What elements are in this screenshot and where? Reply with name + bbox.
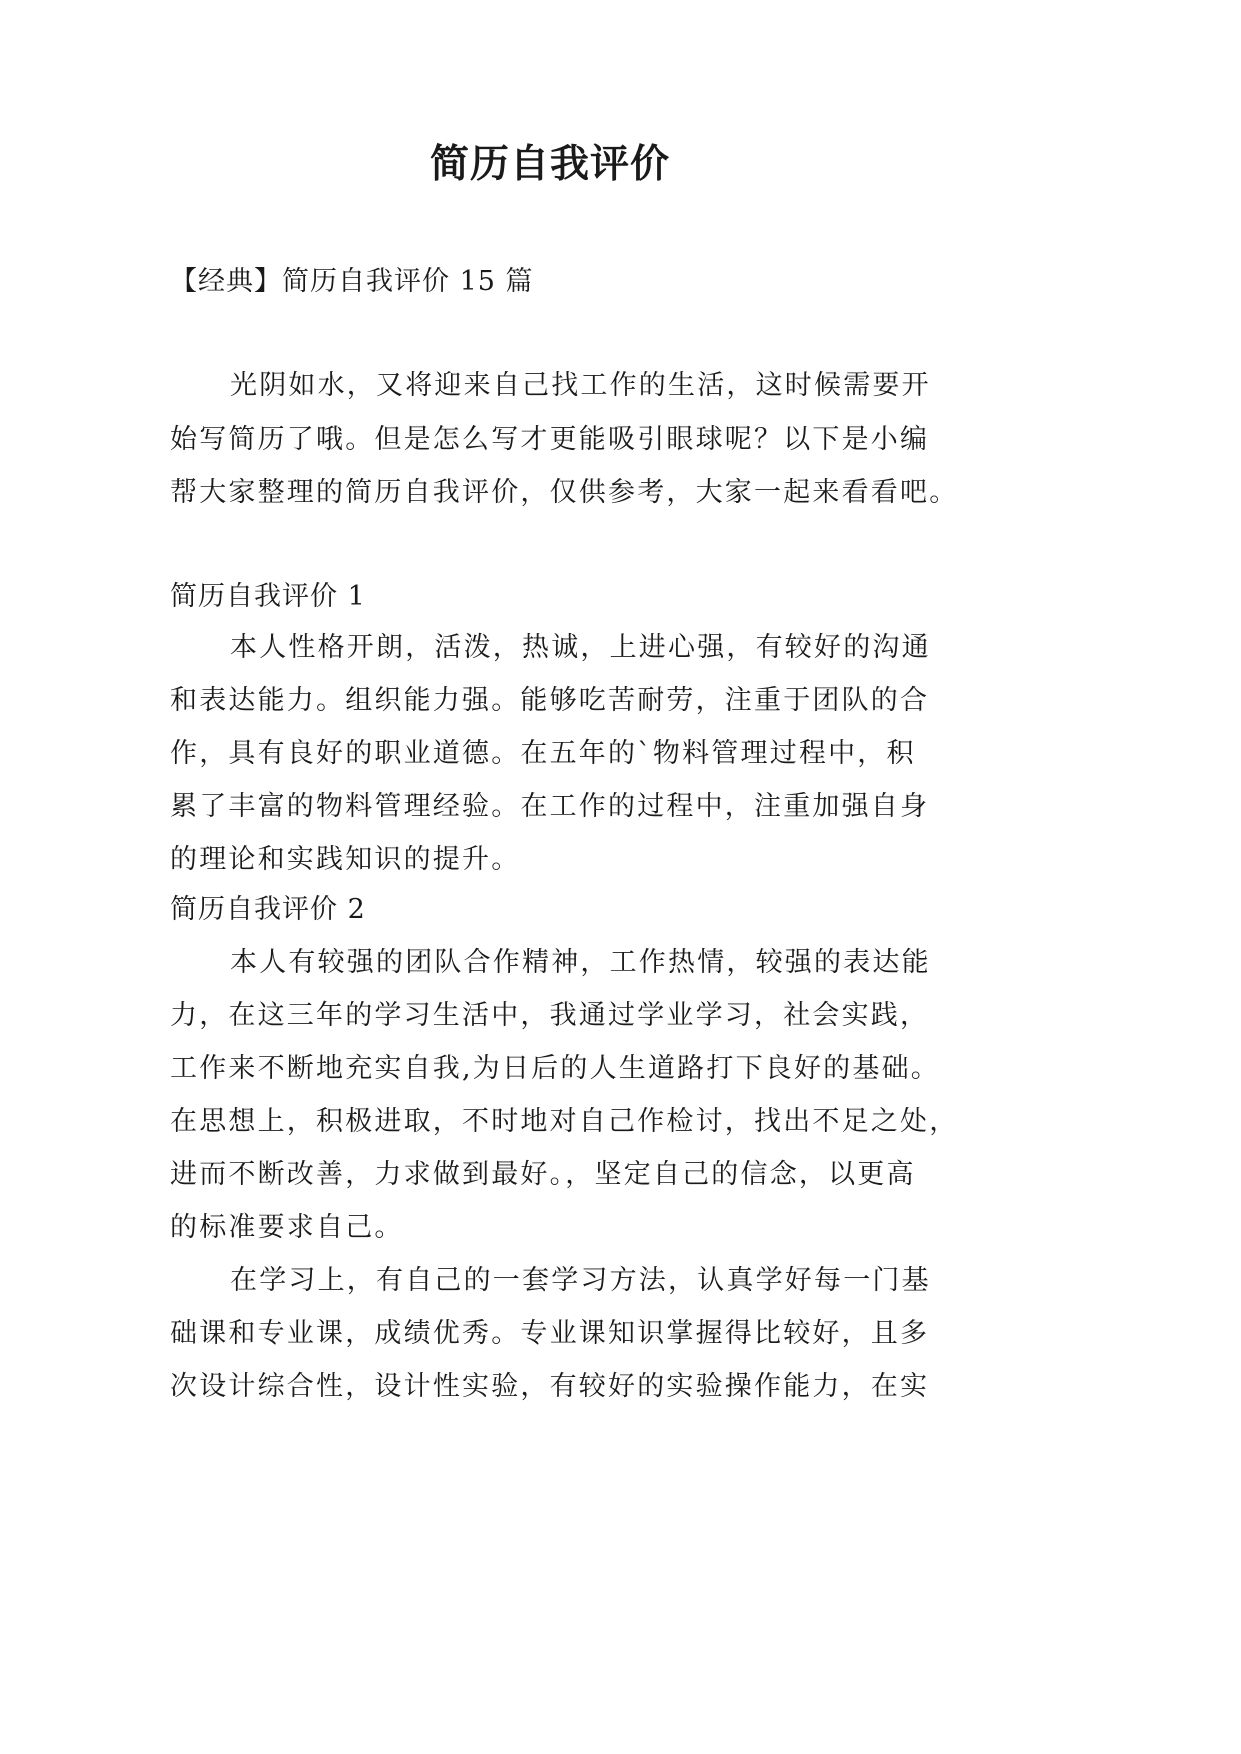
paragraph-line: 本人性格开朗，活泼，热诚，上进心强，有较好的沟通 — [230, 632, 931, 663]
paragraph-line: 力，在这三年的学习生活中，我通过学业学习，社会实践， — [170, 1000, 930, 1031]
paragraph-line: 础课和专业课，成绩优秀。专业课知识掌握得比较好，且多 — [170, 1318, 930, 1349]
paragraph-line: 进而不断改善，力求做到最好。，坚定自己的信念，以更高 — [170, 1159, 916, 1190]
intro-line: 帮大家整理的简历自我评价，仅供参考，大家一起来看看吧。 — [170, 477, 959, 508]
paragraph-line: 累了丰富的物料管理经验。在工作的过程中，注重加强自身 — [170, 791, 930, 822]
document-title: 简历自我评价 — [429, 141, 670, 187]
intro-line: 光阴如水，又将迎来自己找工作的生活，这时候需要开 — [230, 370, 931, 401]
paragraph-line: 本人有较强的团队合作精神，工作热情，较强的表达能 — [230, 947, 931, 978]
intro-line: 始写简历了哦。但是怎么写才更能吸引眼球呢？以下是小编 — [170, 424, 930, 455]
paragraph-line: 作，具有良好的职业道德。在五年的`物料管理过程中，积 — [170, 738, 916, 769]
paragraph-line: 次设计综合性，设计性实验，有较好的实验操作能力，在实 — [170, 1371, 930, 1402]
paragraph-line: 在思想上，积极进取，不时地对自己作检讨，找出不足之处， — [170, 1106, 959, 1137]
paragraph-line: 在学习上，有自己的一套学习方法，认真学好每一门基 — [230, 1265, 931, 1296]
section-heading: 简历自我评价 1 — [170, 581, 366, 612]
document-subtitle: 【经典】简历自我评价 15 篇 — [170, 266, 534, 297]
paragraph-line: 的标准要求自己。 — [170, 1212, 404, 1243]
paragraph-line: 工作来不断地充实自我,为日后的人生道路打下良好的基础。 — [170, 1053, 940, 1084]
paragraph-line: 和表达能力。组织能力强。能够吃苦耐劳，注重于团队的合 — [170, 685, 930, 716]
section-heading: 简历自我评价 2 — [170, 894, 366, 925]
paragraph-line: 的理论和实践知识的提升。 — [170, 844, 521, 875]
